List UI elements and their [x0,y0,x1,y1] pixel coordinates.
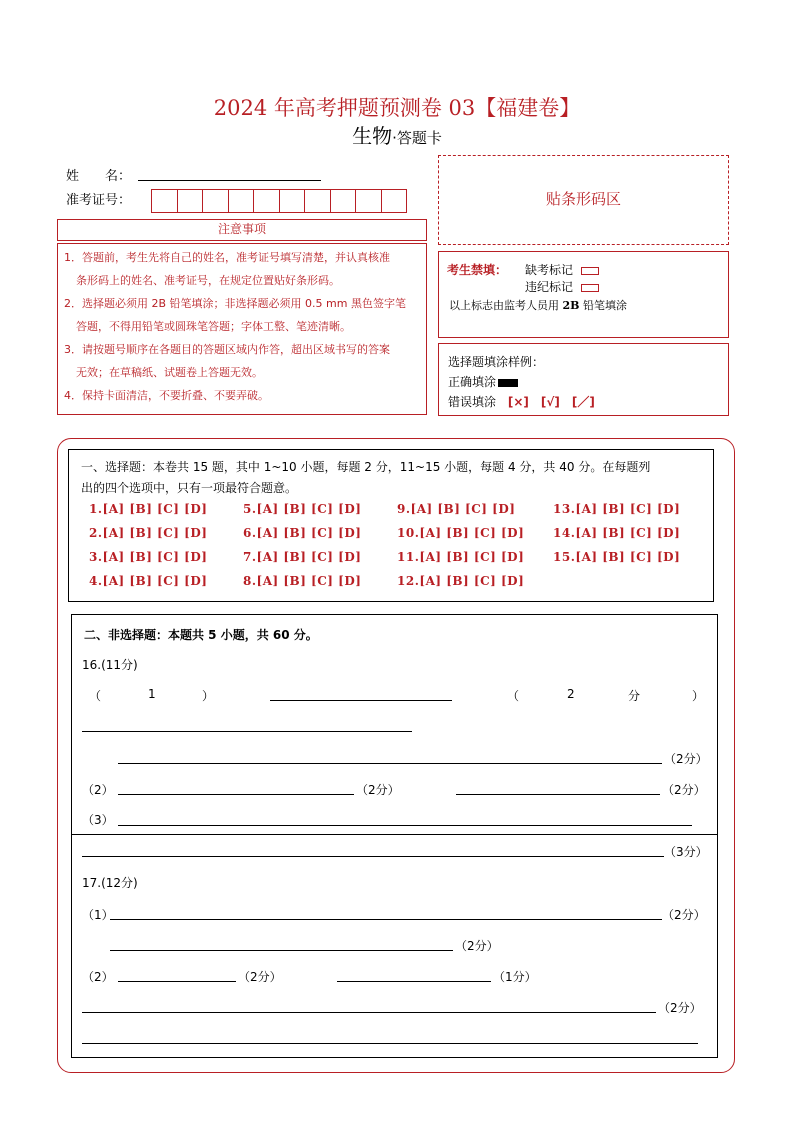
mc-choices[interactable]: [A] [B] [C] [D] [419,574,525,588]
violation-mark-row [525,278,599,295]
missing-mark-row [525,261,599,278]
q17-part2-label: （2） [82,970,114,984]
violation-mark-label: 违纪标记 [525,280,574,294]
missing-mark-box[interactable] [581,267,599,275]
notice-header [57,219,427,241]
mc-choices[interactable]: [A] [B] [C] [D] [575,550,681,564]
notice-box [57,243,427,415]
mc-question[interactable] [89,550,207,564]
mc-question[interactable] [397,574,524,588]
mc-choices[interactable]: [A] [B] [C] [D] [419,526,525,540]
mc-number: 12. [397,574,420,588]
mc-choices[interactable]: [A] [B] [C] [D] [256,550,362,564]
wrong-marks: [×] [√] [／] [507,395,595,409]
mc-question[interactable] [243,574,361,588]
score-label: （2分） [356,783,400,797]
mc-number: 6. [243,526,257,540]
name-field[interactable] [138,180,321,181]
q16-3-answer-line-2[interactable] [82,856,664,857]
barcode-area-label: 贴条形码区 [545,190,621,208]
wrong-fill-row [448,393,595,410]
id-cell[interactable] [304,189,331,213]
question-divider [72,834,717,835]
mc-choices[interactable]: [A] [B] [C] [D] [102,574,208,588]
mc-choices[interactable]: [A] [B] [C] [D] [575,526,681,540]
forbidden-box [438,251,729,338]
q17-1-answer-line-2[interactable] [110,950,453,951]
mc-choices[interactable]: [A] [B] [C] [D] [256,502,362,516]
score-label: （2分） [662,908,706,922]
mc-intro-line2: 出的四个选项中，只有一项最符合题意。 [81,481,298,495]
q17-2-answer-line-b[interactable] [337,981,491,982]
score-label: （2分） [658,1001,702,1015]
mc-number: 10. [397,526,420,540]
paren-open: （ [89,689,102,703]
notice-line: 2．选择题必须用 2B 铅笔填涂；非选择题必须用 0.5 mm 黑色签字笔 [64,297,406,310]
notice-line: 答题，不得用铅笔或圆珠笔答题；字体工整、笔迹清晰。 [76,320,351,333]
forbidden-label: 考生禁填： [447,263,508,277]
free-response-section [71,614,718,1058]
paren-close: ） [202,689,215,703]
mc-question[interactable] [243,550,361,564]
part-number: 1 [148,687,156,701]
q16-answer-line[interactable] [118,763,662,764]
q17-2-answer-line[interactable] [118,981,236,982]
q17-1-answer-line[interactable] [110,919,662,920]
notice-item-2 [64,292,426,338]
free-response-intro: 二、非选择题：本题共 5 小题，共 60 分。 [84,628,318,642]
q16-1-answer-line[interactable] [270,700,452,701]
mc-number: 9. [397,502,411,516]
q17-label: 17.(12分) [82,876,138,890]
q17-2-answer-line-2[interactable] [82,1012,656,1013]
violation-mark-box[interactable] [581,284,599,292]
name-label: 姓 名： [66,169,132,184]
mc-number: 5. [243,502,257,516]
id-cell[interactable] [279,189,306,213]
mc-choices[interactable]: [A] [B] [C] [D] [575,502,681,516]
mc-question[interactable] [553,526,680,540]
mc-choices[interactable]: [A] [B] [C] [D] [256,574,362,588]
missing-mark-label: 缺考标记 [525,263,574,277]
mc-section [68,449,714,602]
id-cell[interactable] [355,189,382,213]
score-unit: 分 [628,689,641,703]
mc-choices[interactable]: [A] [B] [C] [D] [410,502,516,516]
q16-2-answer-line-b[interactable] [456,794,660,795]
id-cell[interactable] [381,189,408,213]
mc-question[interactable] [243,526,361,540]
note-text: 以上标志由监考人员用 [449,299,559,312]
mc-question[interactable] [89,526,207,540]
subject-suffix: ·答题卡 [392,129,442,147]
score-label: （2分） [238,970,282,984]
q16-3-answer-line[interactable] [118,825,692,826]
mc-question[interactable] [553,550,680,564]
id-cell[interactable] [177,189,204,213]
card-subtitle [0,120,794,149]
candidate-id-grid[interactable] [152,189,407,213]
subject-name: 生物 [352,124,393,148]
score-label: （1分） [493,970,537,984]
notice-line: 3．请按题号顺序在各题目的答题区域内作答，超出区域书写的答案 [64,343,390,356]
notice-item-4 [64,384,426,407]
paren-close: ） [692,689,705,703]
mc-number: 3. [89,550,103,564]
mc-number: 1. [89,502,103,516]
barcode-area [438,155,729,245]
note-bold: 2B [562,299,580,312]
mc-number: 7. [243,550,257,564]
mc-choices[interactable]: [A] [B] [C] [D] [102,526,208,540]
notice-item-3 [64,338,426,384]
mc-choices[interactable]: [A] [B] [C] [D] [102,550,208,564]
note-text: 铅笔填涂 [582,299,627,312]
notice-line: 1．答题前，考生先将自己的姓名，准考证号填写清楚，并认真核准 [64,251,390,264]
paren-open: （ [507,689,520,703]
mc-number: 15. [553,550,576,564]
id-cell[interactable] [253,189,280,213]
q16-label: 16.(11分) [82,658,138,672]
id-cell[interactable] [330,189,357,213]
mc-choices[interactable]: [A] [B] [C] [D] [419,550,525,564]
mc-number: 11. [397,550,420,564]
id-cell[interactable] [202,189,229,213]
q16-part3-label: （3） [82,813,114,827]
notice-line: 条形码上的姓名、准考证号，在规定位置贴好条形码。 [76,274,340,287]
notice-line: 无效；在草稿纸、试题卷上答题无效。 [76,366,263,379]
mc-question[interactable] [89,574,207,588]
fill-example-box [438,343,729,416]
mc-question[interactable] [397,550,524,564]
correct-fill-label: 正确填涂 [448,375,497,389]
mc-question[interactable] [553,502,680,516]
wrong-fill-label: 错误填涂 [448,395,497,409]
notice-item-1 [64,246,426,292]
q16-2-answer-line[interactable] [118,794,354,795]
id-cell[interactable] [151,189,178,213]
id-cell[interactable] [228,189,255,213]
filled-mark-icon [498,379,518,387]
mc-question[interactable] [397,526,524,540]
part-number: 2 [567,687,575,701]
mc-number: 4. [89,574,103,588]
mc-question[interactable] [89,502,207,516]
card-title: 2024 年高考押题预测卷 03【福建卷】 [213,96,581,120]
mc-choices[interactable]: [A] [B] [C] [D] [102,502,208,516]
candidate-id-label: 准考证号： [66,193,132,208]
forbidden-note [449,297,627,313]
mc-intro-line1: 一、选择题：本卷共 15 题，其中 1~10 小题，每题 2 分，11~15 小题，每题 4 分，共 40 分。在每题列 [81,460,651,474]
notice-line: 4．保持卡面清洁，不要折叠、不要弄破。 [64,389,269,402]
correct-fill-row [448,373,518,390]
mc-choices[interactable]: [A] [B] [C] [D] [256,526,362,540]
mc-question[interactable] [243,502,361,516]
score-label: （2分） [455,939,499,953]
notice-heading: 注意事项 [217,222,266,236]
q16-part2-label: （2） [82,783,114,797]
mc-number: 8. [243,574,257,588]
score-label: （3分） [664,845,708,859]
mc-number: 2. [89,526,103,540]
q17-part1-label: （1） [82,908,114,922]
mc-question[interactable] [397,502,515,516]
score-label: （2分） [662,783,706,797]
q17-answer-line-3[interactable] [82,1043,698,1044]
mc-number: 14. [553,526,576,540]
mc-number: 13. [553,502,576,516]
score-label: （2分） [664,752,708,766]
fill-example-heading: 选择题填涂样例： [448,355,545,369]
q16-1-answer-line-2[interactable] [82,731,412,732]
